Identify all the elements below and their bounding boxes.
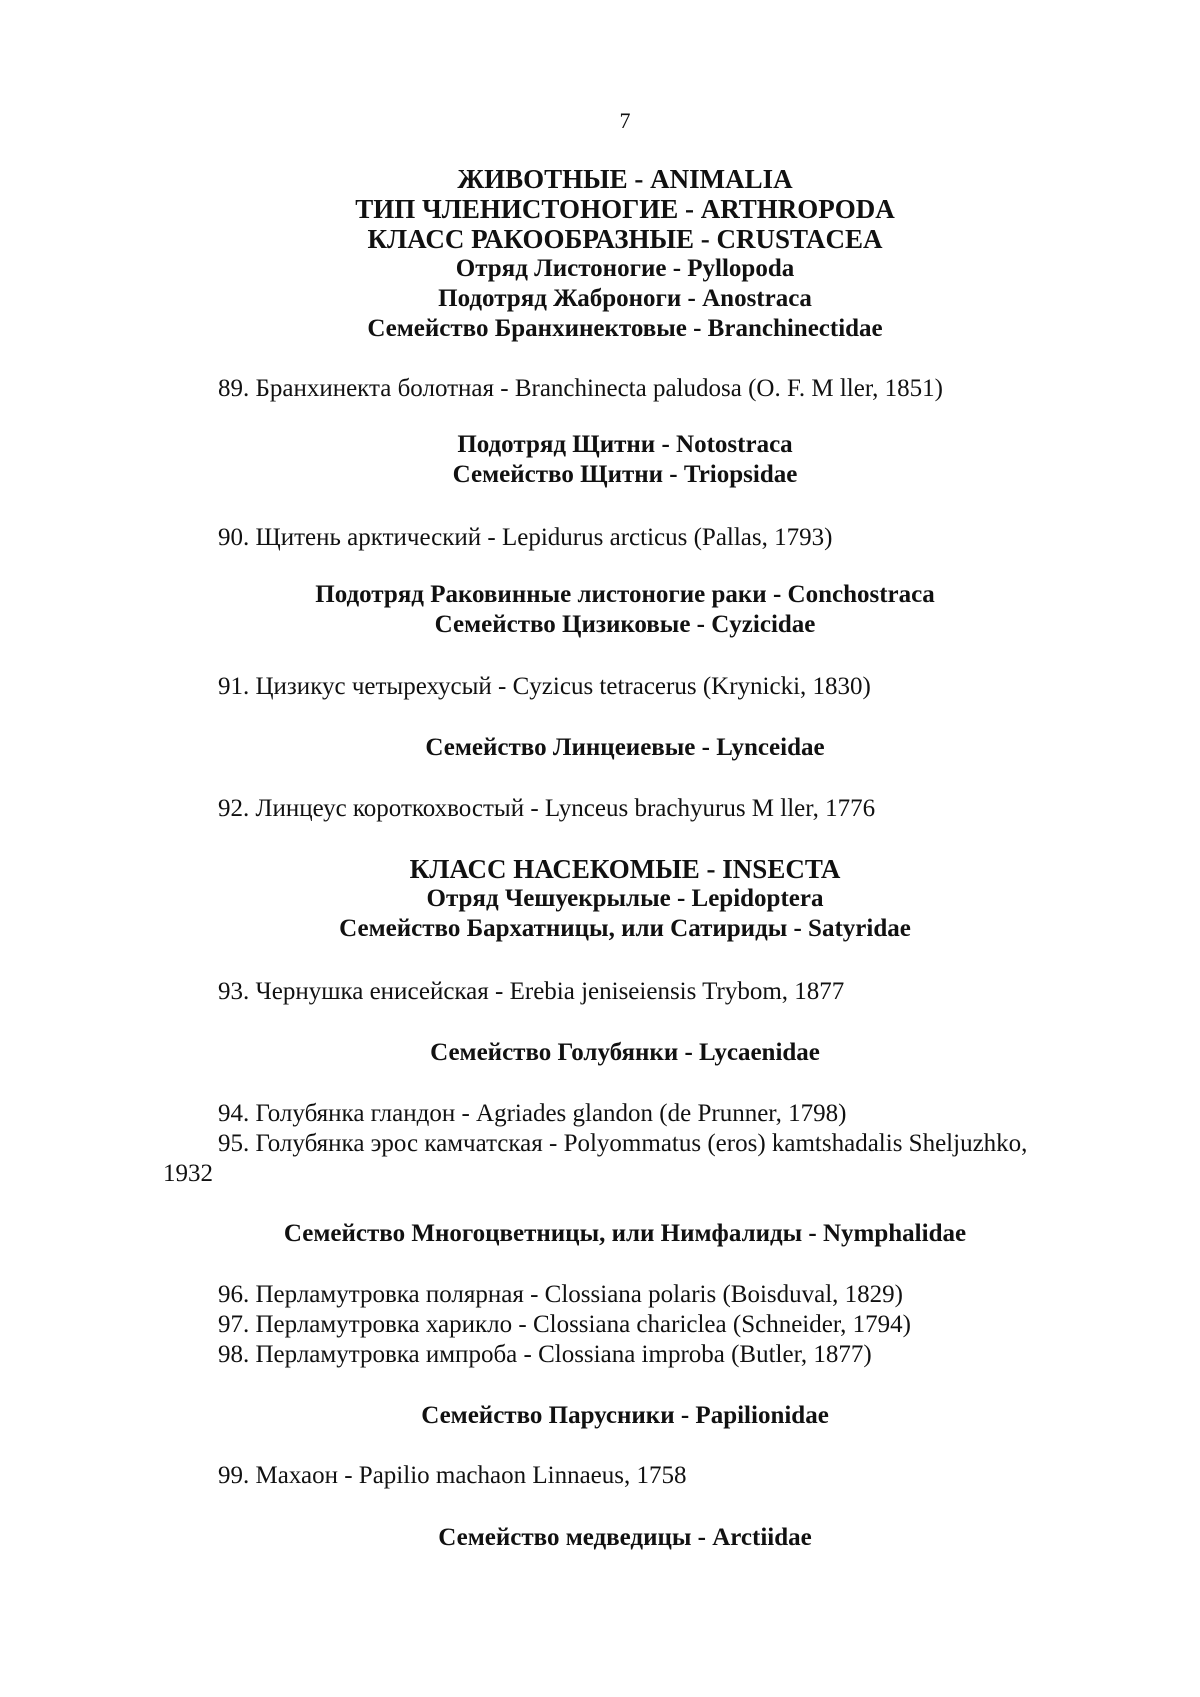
heading-lycaenidae [0,1038,1200,1068]
species-entry-97: 97. Перламутровка харикло - Clossiana chariclea (Schneider, 1794) [218,1311,911,1338]
species-entry-90: 90. Щитень арктический - Lepidurus arcticus (Pallas, 1793) [218,524,833,551]
heading-kingdom: ЖИВОТНЫЕ - ANIMALIA [457,164,793,194]
species-entry-93: 93. Чернушка енисейская - Erebia jeniseiensis Trybom, 1877 [218,978,845,1005]
heading-arctiidae [0,1523,1200,1553]
species-entry-91: 91. Цизикус четырехусый - Cyzicus tetracerus (Krynicki, 1830) [218,673,871,700]
heading-notostraca [0,430,1200,490]
heading-family: Семейство Цизиковые - Cyzicidae [434,611,816,638]
heading-family: Семейство Щитни - Triopsidae [452,461,798,488]
heading-suborder: Подотряд Жаброноги - Anostraca [438,285,812,312]
species-entry-89: 89. Бранхинекта болотная - Branchinecta paludosa (O. F. M ller, 1851) [218,375,943,402]
species-entry-96: 96. Перламутровка полярная - Clossiana polaris (Boisduval, 1829) [218,1281,903,1308]
page-number: 7 [619,108,631,133]
heading-nymphalidae [0,1219,1200,1249]
species-entry-95: 95. Голубянка эрос камчатская - Polyommatus (eros) kamtshadalis Sheljuzhko, [218,1130,1028,1157]
heading-animalia [0,164,1200,344]
heading-phylum: ТИП ЧЛЕНИСТОНОГИЕ - ARTHROPODA [355,194,895,224]
heading-family: Семейство медведицы - Arctiidae [438,1524,812,1551]
heading-papilionidae [0,1401,1200,1431]
heading-family: Семейство Бархатницы, или Сатириды - Satyridae [339,915,911,942]
heading-family: Семейство Голубянки - Lycaenidae [430,1039,820,1066]
heading-family: Семейство Линцеиевые - Lynceidae [425,734,825,761]
species-entry-98: 98. Перламутровка импроба - Clossiana improba (Butler, 1877) [218,1341,872,1368]
heading-order: Отряд Листоногие - Pyllopoda [455,255,795,282]
heading-suborder: Подотряд Щитни - Notostraca [457,431,793,458]
heading-class: КЛАСС НАСЕКОМЫЕ - INSECTA [409,854,841,884]
heading-lynceidae [0,733,1200,763]
heading-family: Семейство Парусники - Papilionidae [421,1402,829,1429]
species-entry-92: 92. Линцеус короткохвостый - Lynceus brachyurus M ller, 1776 [218,795,876,822]
heading-conchostraca [0,580,1200,640]
heading-family: Семейство Многоцветницы, или Нимфалиды - Nymphalidae [283,1220,967,1247]
heading-class: КЛАСС РАКООБРАЗНЫЕ - CRUSTACEA [367,224,883,254]
heading-family: Семейство Бранхинектовые - Branchinectidae [367,315,883,342]
species-entry-94: 94. Голубянка гландон - Agriades glandon (de Prunner, 1798) [218,1100,847,1127]
species-entry-95-continuation: 1932 [163,1160,213,1187]
heading-order: Отряд Чешуекрылые - Lepidoptera [426,885,824,912]
heading-suborder: Подотряд Раковинные листоногие раки - Conchostraca [315,581,935,608]
species-entry-99: 99. Махаон - Papilio machaon Linnaeus, 1758 [218,1462,687,1489]
heading-insecta [0,854,1200,944]
